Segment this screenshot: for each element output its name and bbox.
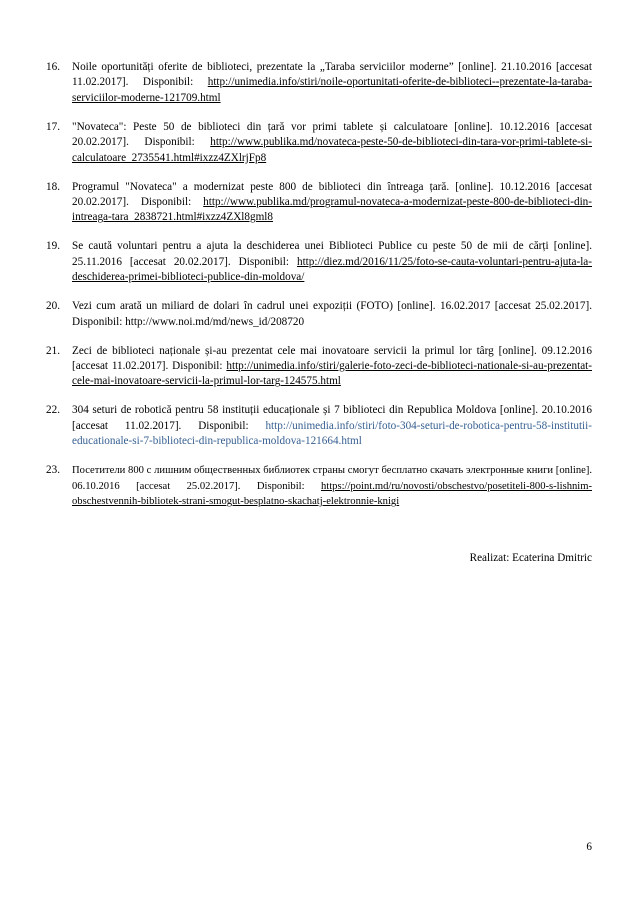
reference-item-16 — [46, 60, 592, 106]
reference-item-21 — [46, 344, 592, 390]
page-number: 6 — [586, 841, 592, 853]
reference-link[interactable]: http://www.noi.md/md/news_id/208720 — [125, 315, 305, 328]
reference-item-17 — [46, 120, 592, 166]
reference-number: 17. — [46, 120, 60, 133]
reference-text — [72, 344, 592, 390]
reference-citation: 304 seturi de robotică pentru 58 instituții educaționale și 7 biblioteci din Republica Moldova [online]. 20.10.2016 [accesat 11.02.2017]. Disponibil: — [72, 404, 592, 432]
reference-citation: Programul "Novateca" a modernizat peste 800 de biblioteci din întreaga țară. [online]. 10.12.2016 [accesat 20.02.2017]. Disponibil: — [72, 180, 592, 209]
reference-number: 18. — [46, 180, 60, 193]
reference-item-19 — [46, 239, 592, 285]
reference-number: 21. — [46, 344, 60, 357]
reference-text — [72, 120, 592, 166]
reference-citation: Se caută voluntari pentru a ajuta la deschiderea unei Biblioteci Publice cu peste 50 de mii de cărți [online]. 25.11.2016 [accesat 20.02.2017]. Disponibil: — [72, 240, 592, 268]
reference-link[interactable]: http://unimedia.info/stiri/galerie-foto-zeci-de-biblioteci-nationale-si-au-prezentat-cele-mai-inovatoare-servicii-la-primul-lor-targ-124575.html — [72, 360, 592, 388]
reference-list — [46, 60, 592, 523]
reference-link[interactable]: https://point.md/ru/novosti/obschestvo/posetiteli-800-s-lishnim-obschestvennih-bibliotek-strani-smogut-besplatno-skachatj-elektronnie-knigi — [72, 480, 592, 508]
reference-item-18 — [46, 180, 592, 226]
reference-number: 16. — [46, 61, 60, 73]
reference-text — [72, 463, 592, 509]
reference-link[interactable]: http://www.publika.md/programul-novateca-a-modernizat-peste-800-de-biblioteci-din-intreaga-tara_2838721.html#ixzz4ZXl8gml8 — [72, 196, 592, 224]
reference-text — [72, 299, 592, 330]
reference-link[interactable]: http://unimedia.info/stiri/foto-304-seturi-de-robotica-pentru-58-institutii-educationale-si-7-biblioteci-din-republica-moldova-121664.html — [72, 419, 592, 448]
reference-citation: Vezi cum arată un miliard de dolari în cadrul unei expoziții (FOTO) [online]. 16.02.2017 [accesat 25.02.2017]. Disponibil: — [72, 300, 592, 328]
reference-citation: "Novateca": Peste 50 de biblioteci din țară vor primi tablete și calculatoare [online]. 10.12.2016 [accesat 20.02.2017]. Disponibil: — [72, 120, 592, 149]
reference-number: 23. — [46, 464, 60, 477]
reference-number: 19. — [46, 240, 60, 253]
reference-text — [72, 60, 592, 106]
reference-citation: Zeci de biblioteci naționale și-au prezentat cele mai inovatoare servicii la primul lor târg [online]. 09.12.2016 [accesat 11.02.2017]. Disponibil: — [72, 344, 592, 373]
reference-link[interactable]: http://unimedia.info/stiri/noile-oportunitati-oferite-de-biblioteci--prezentate-la-taraba-serviciilor-moderne-121709.html — [72, 76, 592, 104]
reference-number: 22. — [46, 404, 60, 417]
reference-citation: Посетители 800 с лишним общественных библиотек страны смогут бесплатно скачать электронные книги [online]. 06.10.2016 [accesat 25.02.2017]. Disponibil: — [72, 465, 592, 492]
reference-item-23 — [46, 463, 592, 509]
reference-number: 20. — [46, 300, 60, 313]
author-line: Realizat: Ecaterina Dmitric — [469, 552, 592, 564]
reference-link[interactable]: http://www.publika.md/novateca-peste-50-de-biblioteci-din-tara-vor-primi-tablete-si-calculatoare_2735541.html#ixzz4ZXlrjFp8 — [72, 136, 592, 164]
reference-item-20 — [46, 299, 592, 330]
reference-text — [72, 403, 592, 449]
reference-citation: Noile oportunități oferite de biblioteci, prezentate la „Taraba serviciilor moderne” [online]. 21.10.2016 [accesat 11.02.2017]. Disponibil: — [72, 61, 592, 89]
reference-item-22 — [46, 403, 592, 449]
reference-text — [72, 180, 592, 226]
reference-text — [72, 239, 592, 285]
reference-link[interactable]: http://diez.md/2016/11/25/foto-se-cauta-voluntari-pentru-ajuta-la-deschiderea-primei-biblioteci-publice-din-moldova/ — [72, 255, 592, 284]
